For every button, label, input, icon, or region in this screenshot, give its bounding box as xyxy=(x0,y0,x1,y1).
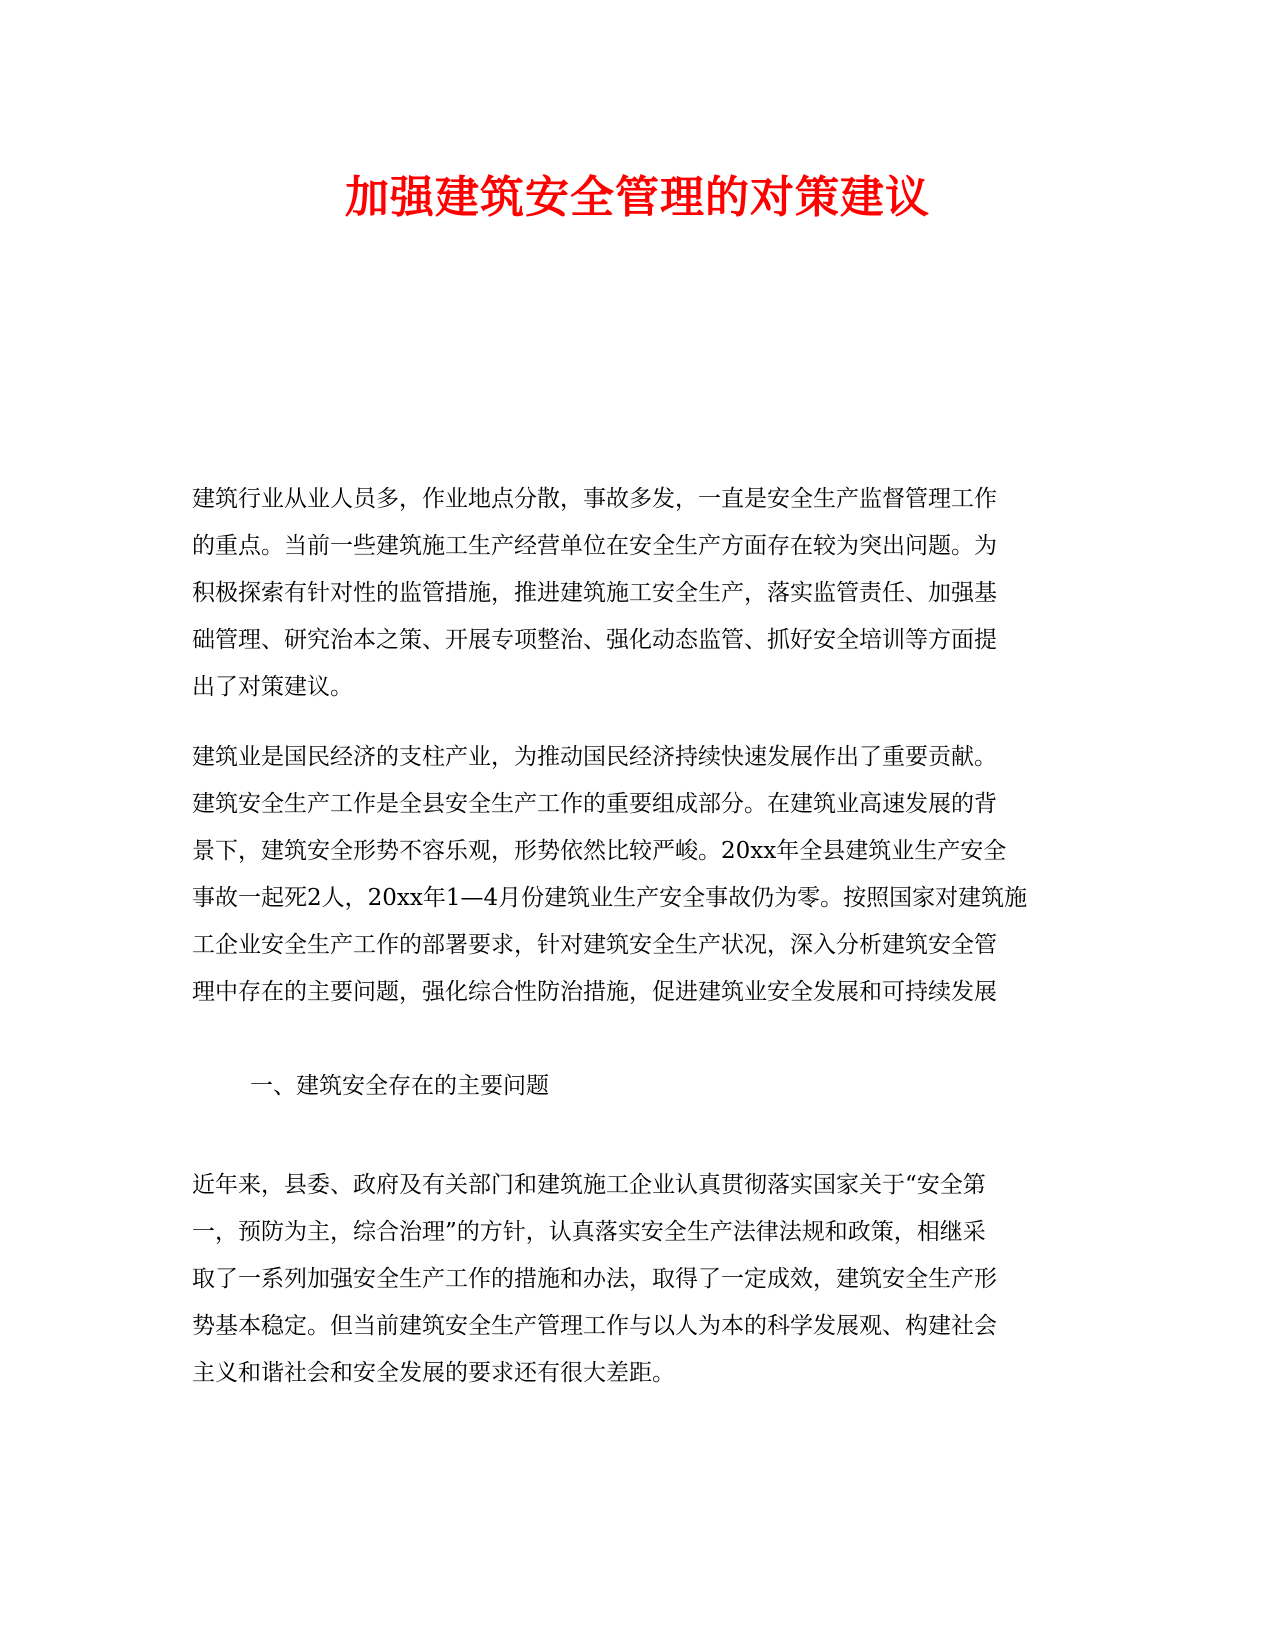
paragraph-line: 一，预防为主，综合治理”的方针，认真落实安全生产法律法规和政策，相继采 xyxy=(192,1219,986,1245)
paragraph-line: 出了对策建议。 xyxy=(192,674,353,700)
paragraph-line: 景下，建筑安全形势不容乐观，形势依然比较严峻。20xx年全县建筑业生产安全 xyxy=(192,838,1007,864)
paragraph-line: 建筑业是国民经济的支柱产业，为推动国民经济持续快速发展作出了重要贡献。 xyxy=(192,744,997,770)
paragraph-line: 工企业安全生产工作的部署要求，针对建筑安全生产状况，深入分析建筑安全管 xyxy=(192,932,997,958)
paragraph-line: 建筑行业从业人员多，作业地点分散，事故多发，一直是安全生产监督管理工作 xyxy=(192,486,997,512)
section-heading: 一、建筑安全存在的主要问题 xyxy=(250,1073,549,1099)
paragraph-line: 主义和谐社会和安全发展的要求还有很大差距。 xyxy=(192,1360,675,1386)
paragraph-line: 近年来，县委、政府及有关部门和建筑施工企业认真贯彻落实国家关于“安全第 xyxy=(192,1172,986,1198)
paragraph-line: 取了一系列加强安全生产工作的措施和办法，取得了一定成效，建筑安全生产形 xyxy=(192,1266,997,1292)
paragraph-line: 础管理、研究治本之策、开展专项整治、强化动态监管、抓好安全培训等方面提 xyxy=(192,627,997,653)
background-paragraph xyxy=(192,734,1082,1016)
paragraph-line: 的重点。当前一些建筑施工生产经营单位在安全生产方面存在较为突出问题。为 xyxy=(192,533,997,559)
document-title: 加强建筑安全管理的对策建议 xyxy=(345,172,930,223)
paragraph-line: 理中存在的主要问题，强化综合性防治措施，促进建筑业安全发展和可持续发展 xyxy=(192,979,997,1005)
problems-paragraph xyxy=(192,1162,1082,1397)
paragraph-line: 建筑安全生产工作是全县安全生产工作的重要组成部分。在建筑业高速发展的背 xyxy=(192,791,997,817)
paragraph-line: 事故一起死2人，20xx年1—4月份建筑业生产安全事故仍为零。按照国家对建筑施 xyxy=(192,885,1028,911)
intro-paragraph xyxy=(192,476,1082,711)
paragraph-line: 势基本稳定。但当前建筑安全生产管理工作与以人为本的科学发展观、构建社会 xyxy=(192,1313,997,1339)
paragraph-line: 积极探索有针对性的监管措施，推进建筑施工安全生产，落实监管责任、加强基 xyxy=(192,580,997,606)
